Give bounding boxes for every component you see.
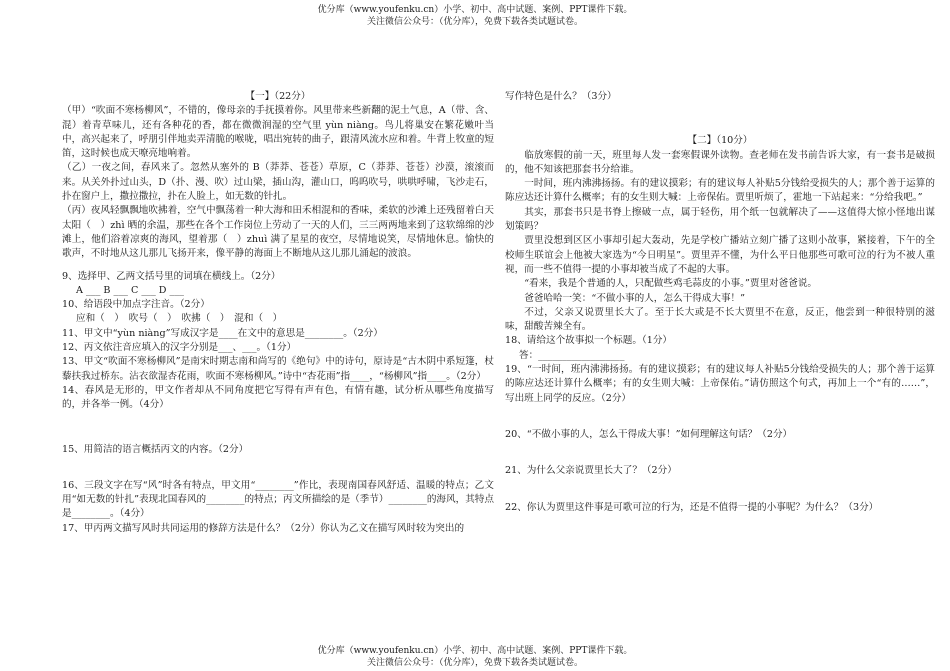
question-19: 19、“一时间，班内沸沸扬扬。有的建议摸彩；有的建议每人补贴5分钱给受损失的人；那个善于运算的陈应达还计算什么概率；有的女生则大喊：上帝保佑。”请仿照这个句式，再加上一个“有的……”，写出班上同学的反应。（2分） [505, 364, 935, 404]
footer-line-2: 关注微信公众号：（优分库），免费下载各类试题试卷。 [366, 658, 583, 668]
question-16: 16、三段文字在写“风”时各有特点，甲文用“________”作比，表现南国春风舒适、温暖的特点；乙文用“如无数的针扎”表现北国春风的________的特点；丙文所描绘的是（季节）________的海风，其特点是________。（4分） [62, 479, 494, 520]
section-two-title: 【二】（10分） [687, 135, 753, 147]
story-paragraph-7: 不过，父亲又说贾里长大了。至于长大或是不长大贾里不在意，反正，他尝到一种很特别的滋味，甜酸苦辣全有。 [505, 306, 935, 333]
passage-b: （乙）一夜之间，春风来了。忽然从塞外的 B（莽莽、苍苍）草原，C（莽莽、苍苍）沙漠，滚滚而来。从关外扑过山头，D（扑、漫、吹）过山梁，插山沟，灌山口，呜呜吹号，哄哄呼啸，飞沙走石，扑在窗户上，撒拉撒拉，扑在人脸上，如无数的针扎。 [62, 162, 494, 203]
question-9-blanks: A ___ B ___ C ___ D ___ [76, 284, 184, 296]
story-paragraph-5: “看来，我是个普通的人，只配做些鸡毛蒜皮的小事。”贾里对爸爸说。 [524, 278, 818, 290]
question-20: 20、“不做小事的人，怎么干得成大事！”如何理解这句话？（2分） [505, 428, 793, 440]
question-21: 21、为什么父亲说贾里长大了？（2分） [505, 465, 677, 477]
story-paragraph-1: 临放寒假的前一天，班里每人发一套寒假课外读物。查老师在发书前告诉大家，有一套书是破损的，他不知该把那套书分给谁。 [505, 149, 935, 175]
question-13: 13、甲文“吹面不寒杨柳风”是南宋时期志南和尚写的《绝句》中的诗句，原诗是“古木阴中系短篷，杖藜扶我过桥东。沾衣欲湿杏花雨，吹面不寒杨柳风。”诗中“杏花雨”指____，“杨柳风”指____。（2分） [62, 356, 494, 382]
page-footer [0, 645, 950, 669]
question-10-items: 应和（ ） 吹号（ ） 吹拂（ ） 混和（ ） [76, 313, 283, 325]
story-paragraph-2: 一时间，班内沸沸扬扬。有的建议摸彩；有的建议每人补贴5分钱给受损失的人；那个善于运算的陈应达还计算什么概率；有的女生则大喊：上帝保佑。贾里听烦了，霍地一下站起来：“分给我吧。” [505, 178, 935, 204]
right-column [505, 90, 935, 515]
page-header [0, 4, 950, 28]
question-18: 18、请给这个故事拟一个标题。（1分） [505, 335, 673, 347]
passage-c: （丙）夜风轻飘飘地吹拂着，空气中飘荡着一种大海和田禾相混和的香味，柔软的沙滩上还残留着白天太阳（ ）zhì 晒的余温，那些在各个工作岗位上劳动了一天的人们，三三两两地来到了这软绵绵的沙滩上，他们浴着凉爽的海风，望着那（ ）zhuì 满了星星的夜空，尽情地说笑，尽情地休息。愉快的歌声，不时地从这儿那儿飞扬开来，像平静的海面上不断地从这儿那儿涌起的波浪。 [62, 205, 494, 260]
question-9: 9、选择甲、乙两文括号里的词填在横线上。（2分） [62, 270, 281, 282]
passage-a: （甲）“吹面不寒杨柳风”，不错的，像母亲的手抚摸着你。风里带来些新翻的泥土气息，A（带、含、混）着青草味儿，还有各种花的香，都在微微润湿的空气里 yùn niàng。鸟儿将巢安在繁花嫩叶当中，高兴起来了，呼朋引伴地卖弄清脆的喉咙，唱出宛转的曲子，跟清风流水应和着。牛背上牧童的短笛，这时候也成天嘹亮地响着。 [62, 105, 494, 160]
question-17-continued: 写作特色是什么？（3分） [505, 91, 617, 102]
story-paragraph-4: 贾里没想到区区小事却引起大轰动，先是学校广播站立刻广播了这则小故事，紧接着，下午的全校师生联谊会上他被大家选为“今日明星”。贾里弄不懂，为什么平日他那些可歌可泣的行为不被人重视，而一些不值得一提的小事却被当成了不起的大事。 [505, 235, 935, 275]
header-line-2: 关注微信公众号：（优分库），免费下载各类试题试卷。 [366, 17, 583, 27]
question-17: 17、甲丙两文描写风时共同运用的修辞方法是什么？（2分）你认为乙文在描写风时较为突出的 [62, 522, 465, 534]
question-22: 22、你认为贾里这件事是可歌可泣的行为，还是不值得一提的小事呢？为什么？（3分） [505, 501, 879, 513]
story-paragraph-6: 爸爸哈哈一笑：“不做小事的人，怎么干得成大事！” [524, 292, 746, 304]
question-10: 10、给语段中加点字注音。（2分） [62, 299, 210, 311]
question-15: 15、用简洁的语言概括丙文的内容。（2分） [62, 443, 249, 455]
question-14: 14、春风是无形的，甲文作者却从不同角度把它写得有声有色，有情有趣，试分析从哪些角度描写的，并各举一例。（4分） [62, 384, 494, 411]
left-column [62, 90, 494, 536]
question-12: 12、丙文依注音应填入的汉字分别是___、___。（1分） [62, 342, 297, 354]
story-paragraph-3: 其实，那套书只是书脊上擦破一点，属于轻伤，用个纸一包就解决了——这值得大惊小怪地出谋划策吗？ [505, 206, 935, 233]
question-11: 11、甲文中“yùn niàng”写成汉字是____在文中的意思是________。（2分） [62, 327, 383, 339]
section-one-title: 【一】（22分） [245, 91, 311, 102]
footer-line-1: 优分库（www.youfenku.cn）小学、初中、高中试题、案例、PPT课件下载。 [317, 646, 633, 656]
question-18-answer-line: 答：__________________ [519, 349, 625, 361]
header-line-1: 优分库（www.youfenku.cn）小学、初中、高中试题、案例、PPT课件下载。 [317, 5, 633, 15]
